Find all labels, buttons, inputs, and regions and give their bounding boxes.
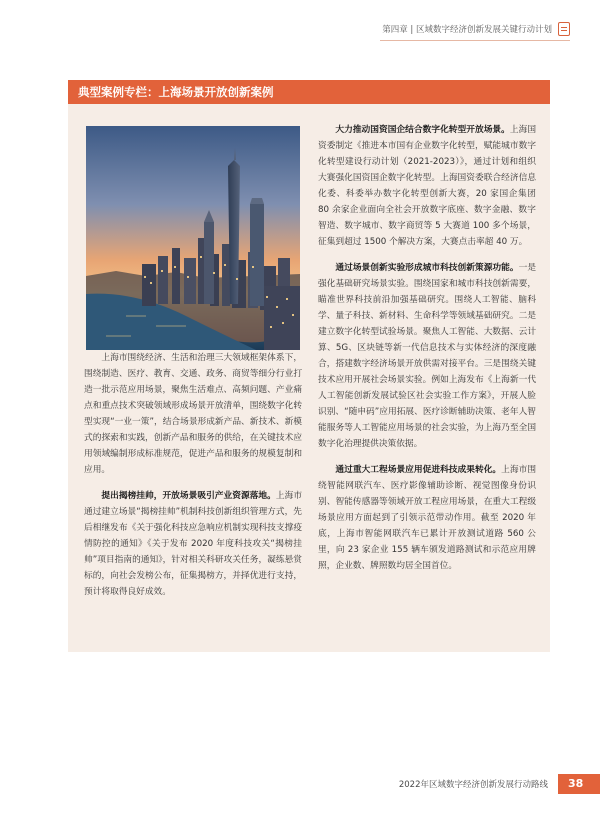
left-paragraph-2 bbox=[84, 488, 302, 600]
right-paragraph-2 bbox=[318, 260, 536, 452]
left-paragraph-2-heading: 提出揭榜挂帅，开放场景吸引产业资源落地。 bbox=[101, 491, 276, 501]
page-header bbox=[382, 22, 570, 36]
page-footer bbox=[399, 774, 600, 794]
left-column bbox=[84, 350, 302, 600]
document-icon bbox=[558, 22, 570, 36]
chapter-title: 第四章 | 区域数字经济创新发展关键行动计划 bbox=[382, 25, 552, 35]
right-paragraph-1-body: 上海国资委制定《推进本市国有企业数字化转型，赋能城市数字化转型建设行动计划（2021-2023）》，通过计划和组织大赛强化国资国企数字化转型。上海国资委联合经济信息化委、科委举办数字化转型创新大赛，20 家国企集团 80 余家企业面向全社会开放数字底座、数字金融、数字智造、数字城市、数字商贸等 5 大赛道 100 多个场景，征集到超过 1500 个解决方案，大赛点击率超 40 万。 bbox=[318, 125, 537, 247]
right-paragraph-2-body: 一是强化基础研究场景实验。围绕国家和城市科技创新需要，瞄准世界科技前沿加强基础研究。围绕人工智能、脑科学、量子科技、新材料、生命科学等领域基础研究。二是建立数字化转型试验场景。聚焦人工智能、大数据、云计算、5G、区块链等新一代信息技术与实体经济的深度融合，搭建数字经济场景开放供需对接平台。三是围绕关键技术应用开展社会场景实验。例如上海发布《上海新一代人工智能创新发展试验区社会实验工作方案》，开展人脸识别、“随申码”应用拓展、医疗诊断辅助决策、老年人智能服务等人工智能应用场景的社会实验，为上海乃至全国数字化治理提供决策依据。 bbox=[318, 263, 537, 449]
shanghai-skyline-photo bbox=[86, 126, 300, 350]
left-paragraph-2-body: 上海市通过建立场景“揭榜挂帅”机制科技创新组织管理方式，先后相继发布《关于强化科技应急响应机制实现科技支撑疫情防控的通知》《关于发布 2020 年度科技攻关“揭榜挂帅”项目指南的通知》，针对相关科研攻关任务，凝练悬赏标的，向社会发榜公布，征集揭榜方，并择优进行支持，预计将取得良好成效。 bbox=[84, 491, 303, 597]
right-paragraph-3-heading: 通过重大工程场景应用促进科技成果转化。 bbox=[335, 465, 502, 475]
left-paragraph-1: 上海市围绕经济、生活和治理三大领域框架体系下，围绕制造、医疗、教育、交通、政务、商贸等细分行业打造一批示范应用场景，聚焦生活难点、高频问题、产业痛点和重点技术突破领域形成场景开放清单，围绕数字化转型实现“一业一策”，结合场景形成新产品、新技术、新模式的探索和实践，创新产品和服务的供给，在关键技术应用领域编制形成标准规范，促进产品和服务的规模复制和应用。 bbox=[84, 353, 302, 475]
right-paragraph-3-body: 上海市围绕智能网联汽车、医疗影像辅助诊断、视觉图像身份识别、智能传感器等领域开放工程应用场景，在重大工程级场景应用方面起到了引领示范带动作用。截至 2020 年底，上海市智能网联汽车已累计开放测试道路 560 公里，向 23 家企业 155 辆车颁发道路测试和示范应用牌照，企业数、牌照数均居全国首位。 bbox=[318, 465, 537, 571]
right-paragraph-1-heading: 大力推动国资国企结合数字化转型开放场景。 bbox=[335, 125, 510, 135]
footer-title: 2022年区域数字经济创新发展行动路线 bbox=[398, 780, 548, 790]
right-paragraph-2-heading: 通过场景创新实验形成城市科技创新策源功能。 bbox=[335, 263, 519, 273]
page-number: 38 bbox=[558, 774, 600, 794]
right-paragraph-3 bbox=[318, 462, 536, 574]
header-divider bbox=[380, 40, 570, 41]
panel-title: 典型案例专栏：上海场景开放创新案例 bbox=[68, 80, 550, 104]
right-paragraph-1 bbox=[318, 122, 536, 250]
right-column bbox=[318, 122, 536, 574]
